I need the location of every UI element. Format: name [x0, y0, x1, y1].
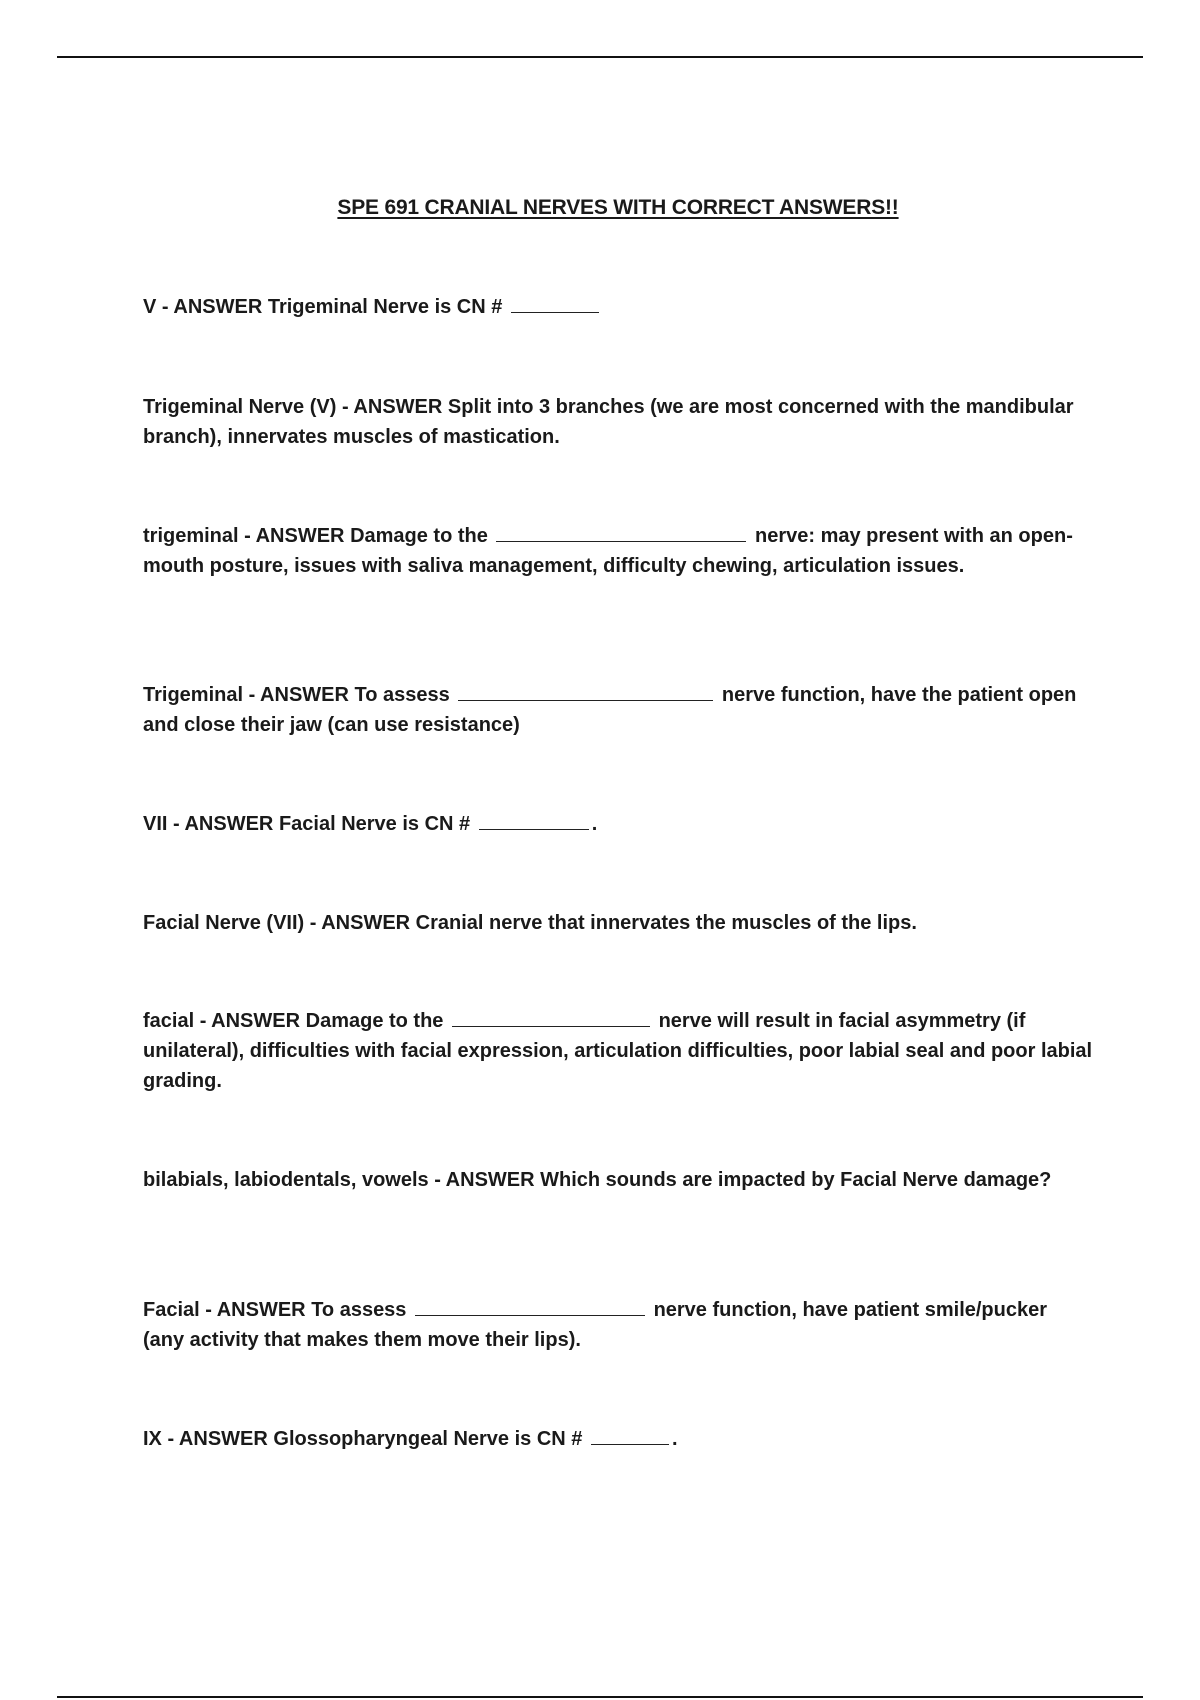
- question-text-continued: .: [591, 813, 598, 835]
- document-title: SPE 691 CRANIAL NERVES WITH CORRECT ANSWERS!!: [337, 196, 899, 219]
- qa-entry: [143, 908, 1093, 938]
- qa-entry: [143, 392, 1093, 452]
- answer-label: V - ANSWER: [143, 296, 263, 318]
- question-text: Cranial nerve that innervates the muscles of the lips.: [415, 912, 917, 934]
- qa-entry: [143, 521, 1093, 581]
- question-text-continued: nerve: may present with an open-mouth posture, issues with saliva management, difficulty chewing, articulation issues.: [143, 525, 1073, 577]
- answer-label: bilabials, labiodentals, vowels - ANSWER: [143, 1169, 535, 1191]
- fill-in-blank: [458, 682, 713, 701]
- answer-label: Facial Nerve (VII) - ANSWER: [143, 912, 411, 934]
- answer-label: IX - ANSWER: [143, 1428, 268, 1450]
- answer-label: Trigeminal - ANSWER: [143, 684, 349, 706]
- question-text: Trigeminal Nerve is CN #: [267, 296, 503, 318]
- answer-label: facial - ANSWER: [143, 1010, 301, 1032]
- fill-in-blank: [415, 1297, 645, 1316]
- top-divider: [57, 56, 1143, 58]
- question-text: Split into 3 branches (we are most concerned with the mandibular branch), innervates muscles of mastication.: [143, 396, 1074, 448]
- qa-entry: [143, 680, 1093, 740]
- fill-in-blank: [452, 1008, 650, 1027]
- bottom-divider: [57, 1696, 1143, 1698]
- question-text-continued: nerve function, have patient smile/pucker (any activity that makes them move their lips).: [143, 1299, 1048, 1351]
- question-text: Damage to the: [350, 525, 488, 547]
- fill-in-blank: [479, 811, 589, 830]
- question-text: To assess: [354, 684, 450, 706]
- question-text: Glossopharyngeal Nerve is CN #: [273, 1428, 583, 1450]
- answer-label: Facial - ANSWER: [143, 1299, 306, 1321]
- fill-in-blank: [591, 1426, 669, 1445]
- question-text-continued: nerve will result in facial asymmetry (if unilateral), difficulties with facial expression, articulation difficulties, poor labial seal and poor labial grading.: [143, 1010, 1093, 1092]
- question-text: Facial Nerve is CN #: [278, 813, 471, 835]
- question-text: Which sounds are impacted by Facial Nerve damage?: [540, 1169, 1052, 1191]
- qa-entry: [143, 809, 1093, 839]
- qa-entry: [143, 1165, 1093, 1195]
- qa-entry: [143, 1006, 1093, 1096]
- question-text: Damage to the: [305, 1010, 444, 1032]
- fill-in-blank: [496, 523, 746, 542]
- answer-label: Trigeminal Nerve (V) - ANSWER: [143, 396, 443, 418]
- fill-in-blank: [511, 294, 599, 313]
- question-text: To assess: [311, 1299, 407, 1321]
- question-text-continued: .: [671, 1428, 678, 1450]
- answer-label: VII - ANSWER: [143, 813, 274, 835]
- qa-entry: [143, 1295, 1093, 1355]
- qa-entry: [143, 292, 1093, 322]
- answer-label: trigeminal - ANSWER: [143, 525, 345, 547]
- question-text-continued: nerve function, have the patient open and close their jaw (can use resistance): [143, 684, 1077, 736]
- qa-entry: [143, 1424, 1093, 1454]
